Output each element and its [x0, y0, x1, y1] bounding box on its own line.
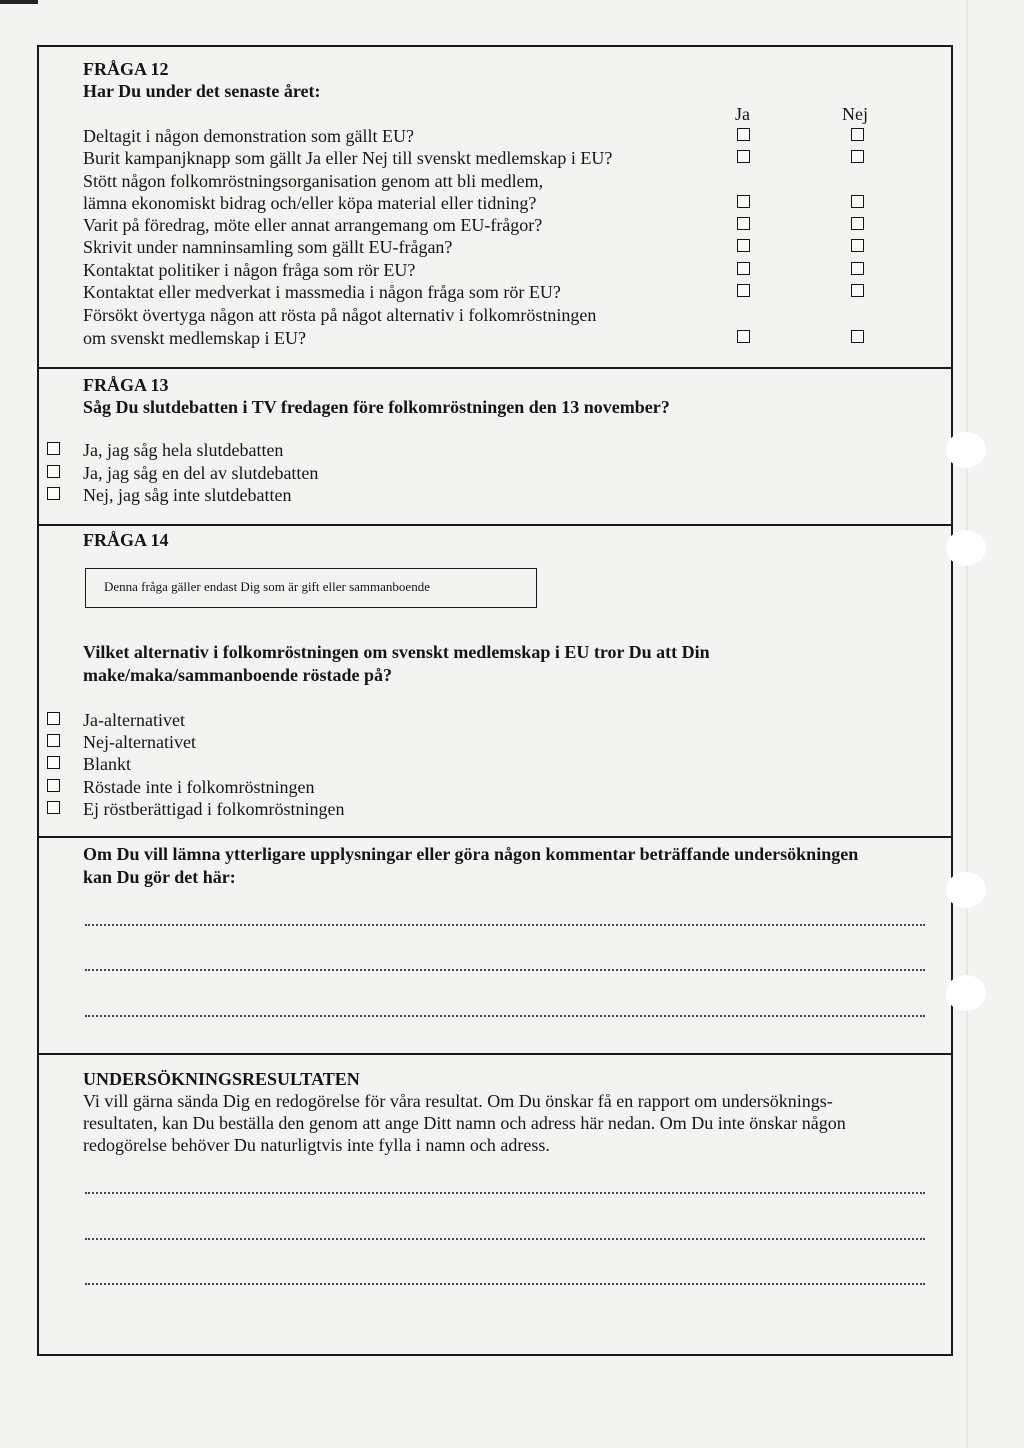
q12-item-2-ja-checkbox[interactable]	[737, 150, 750, 163]
q13-option-3: Nej, jag såg inte slutdebatten	[83, 485, 292, 505]
divider-q12-q13	[37, 367, 953, 369]
q12-item-3-line-1: Stött någon folkomröstningsorganisation genom att bli medlem,	[83, 171, 544, 191]
q13-option-3-checkbox[interactable]	[47, 487, 60, 500]
q12-item-3-nej-checkbox[interactable]	[851, 195, 864, 208]
q12-item-5-ja-checkbox[interactable]	[737, 239, 750, 252]
comment-line-3[interactable]	[85, 1015, 925, 1017]
binder-hole	[946, 975, 986, 1011]
comment-prompt-line-2: kan Du gör det här:	[83, 867, 236, 887]
q12-item-5: Skrivit under namninsamling som gällt EU-frågan?	[83, 237, 453, 257]
q12-item-4-ja-checkbox[interactable]	[737, 217, 750, 230]
q12-item-7: Kontaktat eller medverkat i massmedia i någon fråga som rör EU?	[83, 282, 561, 302]
q12-item-3-line-2: lämna ekonomiskt bidrag och/eller köpa material eller tidning?	[83, 193, 537, 213]
results-text-line-1: Vi vill gärna sända Dig en redogörelse för våra resultat. Om Du önskar få en rapport om undersöknings-	[83, 1091, 833, 1111]
q12-item-8-nej-checkbox[interactable]	[851, 330, 864, 343]
q14-option-3: Blankt	[83, 754, 131, 774]
q14-option-2: Nej-alternativet	[83, 732, 196, 752]
divider-comment-results	[37, 1053, 953, 1055]
q12-item-6: Kontaktat politiker i någon fråga som rör EU?	[83, 260, 416, 280]
comment-line-2[interactable]	[85, 969, 925, 971]
q12-item-8-line-1: Försökt övertyga någon att rösta på något alternativ i folkomröstningen	[83, 305, 597, 325]
page-edge-shadow	[966, 0, 968, 1448]
q13-option-2-checkbox[interactable]	[47, 465, 60, 478]
q12-item-6-nej-checkbox[interactable]	[851, 262, 864, 275]
q13-option-2: Ja, jag såg en del av slutdebatten	[83, 463, 319, 483]
q12-heading: FRÅGA 12	[83, 59, 169, 79]
q12-item-1-ja-checkbox[interactable]	[737, 128, 750, 141]
q12-item-2-nej-checkbox[interactable]	[851, 150, 864, 163]
q14-option-5-checkbox[interactable]	[47, 801, 60, 814]
q14-question-line-2: make/maka/sammanboende röstade på?	[83, 665, 393, 685]
q14-note: Denna fråga gäller endast Dig som är gift eller sammanboende	[104, 579, 430, 594]
q13-question: Såg Du slutdebatten i TV fredagen före folkomröstningen den 13 november?	[83, 397, 670, 417]
q12-item-5-nej-checkbox[interactable]	[851, 239, 864, 252]
q12-item-6-ja-checkbox[interactable]	[737, 262, 750, 275]
q12-col-nej: Nej	[842, 104, 868, 124]
q12-item-7-nej-checkbox[interactable]	[851, 284, 864, 297]
q12-item-3-ja-checkbox[interactable]	[737, 195, 750, 208]
binder-hole	[946, 432, 986, 468]
results-heading: UNDERSÖKNINGSRESULTATEN	[83, 1069, 360, 1089]
q12-item-4-nej-checkbox[interactable]	[851, 217, 864, 230]
q14-option-2-checkbox[interactable]	[47, 734, 60, 747]
comment-prompt-line-1: Om Du vill lämna ytterligare upplysningar eller göra någon kommentar beträffande undersökningen	[83, 844, 859, 864]
q14-note-box	[85, 568, 537, 608]
q12-item-4: Varit på föredrag, möte eller annat arrangemang om EU-frågor?	[83, 215, 543, 235]
q14-option-4-checkbox[interactable]	[47, 779, 60, 792]
q13-option-1: Ja, jag såg hela slutdebatten	[83, 440, 284, 460]
q12-item-1: Deltagit i någon demonstration som gällt EU?	[83, 126, 414, 146]
q14-question-line-1: Vilket alternativ i folkomröstningen om svenskt medlemskap i EU tror Du att Din	[83, 642, 710, 662]
q14-option-4: Röstade inte i folkomröstningen	[83, 777, 315, 797]
name-address-line-3[interactable]	[85, 1283, 925, 1285]
q12-question: Har Du under det senaste året:	[83, 81, 321, 101]
q12-item-1-nej-checkbox[interactable]	[851, 128, 864, 141]
q12-item-7-ja-checkbox[interactable]	[737, 284, 750, 297]
divider-q14-comment	[37, 836, 953, 838]
q12-item-2: Burit kampanjknapp som gällt Ja eller Nej till svenskt medlemskap i EU?	[83, 148, 613, 168]
name-address-line-2[interactable]	[85, 1238, 925, 1240]
q13-heading: FRÅGA 13	[83, 375, 169, 395]
q14-option-1: Ja-alternativet	[83, 710, 185, 730]
q12-col-ja: Ja	[735, 104, 750, 124]
results-text-line-3: redogörelse behöver Du naturligtvis inte fylla i namn och adress.	[83, 1135, 550, 1155]
q12-item-8-line-2: om svenskt medlemskap i EU?	[83, 328, 306, 348]
q14-option-1-checkbox[interactable]	[47, 712, 60, 725]
binder-hole	[946, 530, 986, 566]
q14-option-3-checkbox[interactable]	[47, 756, 60, 769]
q14-option-5: Ej röstberättigad i folkomröstningen	[83, 799, 345, 819]
q13-option-1-checkbox[interactable]	[47, 442, 60, 455]
results-text-line-2: resultaten, kan Du beställa den genom att ange Ditt namn och adress här nedan. Om Du inte önskar någon	[83, 1113, 846, 1133]
q12-item-8-ja-checkbox[interactable]	[737, 330, 750, 343]
name-address-line-1[interactable]	[85, 1192, 925, 1194]
binder-hole	[946, 872, 986, 908]
top-edge-mark	[0, 0, 38, 4]
q14-heading: FRÅGA 14	[83, 530, 169, 550]
divider-q13-q14	[37, 524, 953, 526]
comment-line-1[interactable]	[85, 924, 925, 926]
